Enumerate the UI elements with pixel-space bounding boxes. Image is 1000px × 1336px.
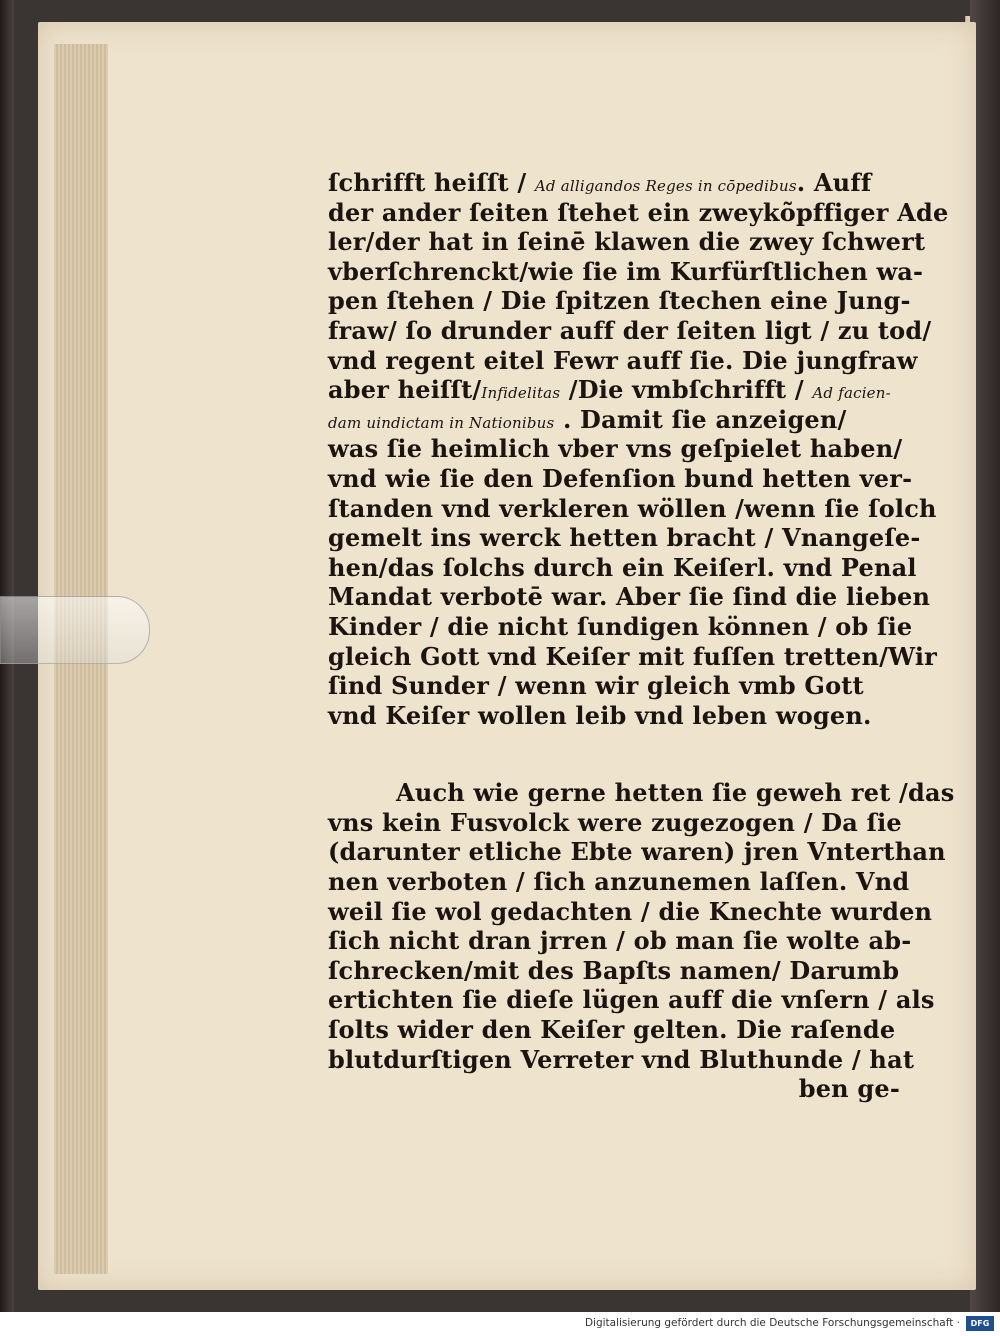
text-segment: hen/das ſolchs durch ein Keiſerl. vnd Penal bbox=[328, 552, 917, 582]
text-line: Auch wie gerne hetten ſie geweh ret /das bbox=[396, 778, 955, 808]
dfg-logo: DFG bbox=[966, 1316, 994, 1331]
text-line bbox=[328, 641, 937, 672]
text-segment: vnd Keiſer wollen leib vnd leben wogen. bbox=[328, 700, 872, 730]
text-line bbox=[328, 345, 918, 376]
text-segment: gleich Gott vnd Keiſer mit fuſſen tretten/Wir bbox=[328, 641, 937, 671]
text-segment: ler/der hat in ſeinē klawen die zwey ſchwert bbox=[328, 227, 926, 257]
catchword: ben ge- bbox=[798, 1074, 900, 1104]
text-line: vns kein Fusvolck were zugezogen / Da ſie bbox=[328, 807, 902, 837]
paragraph-gap bbox=[328, 730, 906, 778]
latin-phrase: Ad alligandos Reges in cōpedibus bbox=[534, 177, 797, 195]
text-line bbox=[328, 611, 913, 642]
text-segment: fraw/ ſo drunder auff der ſeiten ligt / zu tod/ bbox=[328, 315, 932, 345]
footer-bar bbox=[0, 1312, 1000, 1336]
text-line bbox=[328, 463, 913, 494]
text-line bbox=[328, 582, 931, 612]
text-line bbox=[328, 256, 924, 287]
text-segment: vnd wie ſie den Defenſion bund hetten ver- bbox=[328, 463, 913, 493]
text-segment: ſtanden vnd verkleren wöllen /wenn ſie ſolch bbox=[328, 493, 937, 523]
text-line bbox=[328, 315, 932, 346]
latin-phrase: Ad facien- bbox=[812, 384, 891, 403]
text-segment: vberſchrenckt/wie ſie im Kurfürſtlichen wa- bbox=[328, 256, 924, 286]
text-segment: /Die vmbſchrifft / bbox=[560, 375, 813, 405]
text-segment: Mandat verbotē war. Aber ſie ſind die lieben bbox=[328, 582, 931, 612]
text-segment: . Auff bbox=[796, 168, 872, 197]
text-segment: was ſie heimlich vber vns geſpielet haben/ bbox=[328, 434, 903, 464]
text-segment: ſind Sunder / wenn wir gleich vmb Gott bbox=[328, 671, 864, 701]
text-line bbox=[328, 701, 906, 731]
text-line: blutdurſtigen Verreter vnd Bluthunde / hat bbox=[328, 1044, 915, 1074]
text-line bbox=[328, 671, 906, 701]
text-line: ſich nicht dran jrren / ob man ſie wolte ab- bbox=[328, 926, 912, 956]
text-line: ſolts wider den Keiſer gelten. Die raſende bbox=[328, 1015, 896, 1045]
text-line bbox=[328, 552, 917, 583]
text-line bbox=[328, 168, 906, 198]
latin-phrase: dam uindictam in Nationibus bbox=[328, 413, 555, 432]
text-line: ſchrecken/mit des Bapſts namen/ Darumb bbox=[328, 955, 900, 985]
text-line: (darunter etliche Ebte waren) jren Vnterthan bbox=[328, 837, 946, 867]
text-segment: . Damit ſie anzeigen/ bbox=[554, 404, 847, 434]
paragraph-2 bbox=[328, 778, 955, 1074]
text-line bbox=[328, 434, 906, 464]
text-segment: der ander ſeiten ſtehet ein zweykõpffiger Ade bbox=[328, 197, 949, 227]
text-line: ertichten ſie dieſe lügen auff die vnſern / als bbox=[328, 985, 935, 1015]
text-line bbox=[328, 197, 949, 228]
text-segment: ſchrifft heiſſt / bbox=[328, 168, 535, 197]
text-segment: pen ſtehen / Die ſpitzen ſtechen eine Jung- bbox=[328, 286, 911, 316]
plastic-bookmark-clip bbox=[0, 596, 150, 664]
page-text bbox=[328, 168, 955, 1104]
text-line bbox=[328, 405, 906, 435]
text-line bbox=[328, 523, 921, 553]
text-line bbox=[328, 493, 937, 524]
dfg-credit-text: Digitalisierung gefördert durch die Deutsche Forschungsgemeinschaft · bbox=[584, 1317, 960, 1329]
text-segment: Kinder / die nicht ſundigen können / ob ſie bbox=[328, 611, 913, 641]
text-line bbox=[328, 375, 906, 405]
latin-phrase: Infidelitas bbox=[481, 384, 561, 403]
text-segment: aber heiſſt/ bbox=[328, 375, 482, 405]
text-line bbox=[328, 286, 911, 316]
paragraph-1 bbox=[328, 168, 949, 730]
text-segment: vnd regent eitel Fewr auff ſie. Die jungfraw bbox=[328, 345, 918, 375]
text-line bbox=[328, 227, 926, 257]
text-line: nen verboten / ſich anzunemen laſſen. Vnd bbox=[328, 867, 910, 897]
text-line: weil ſie wol gedachten / die Knechte wurden bbox=[328, 896, 933, 926]
text-segment: gemelt ins werck hetten bracht / Vnangeſe- bbox=[328, 523, 921, 553]
